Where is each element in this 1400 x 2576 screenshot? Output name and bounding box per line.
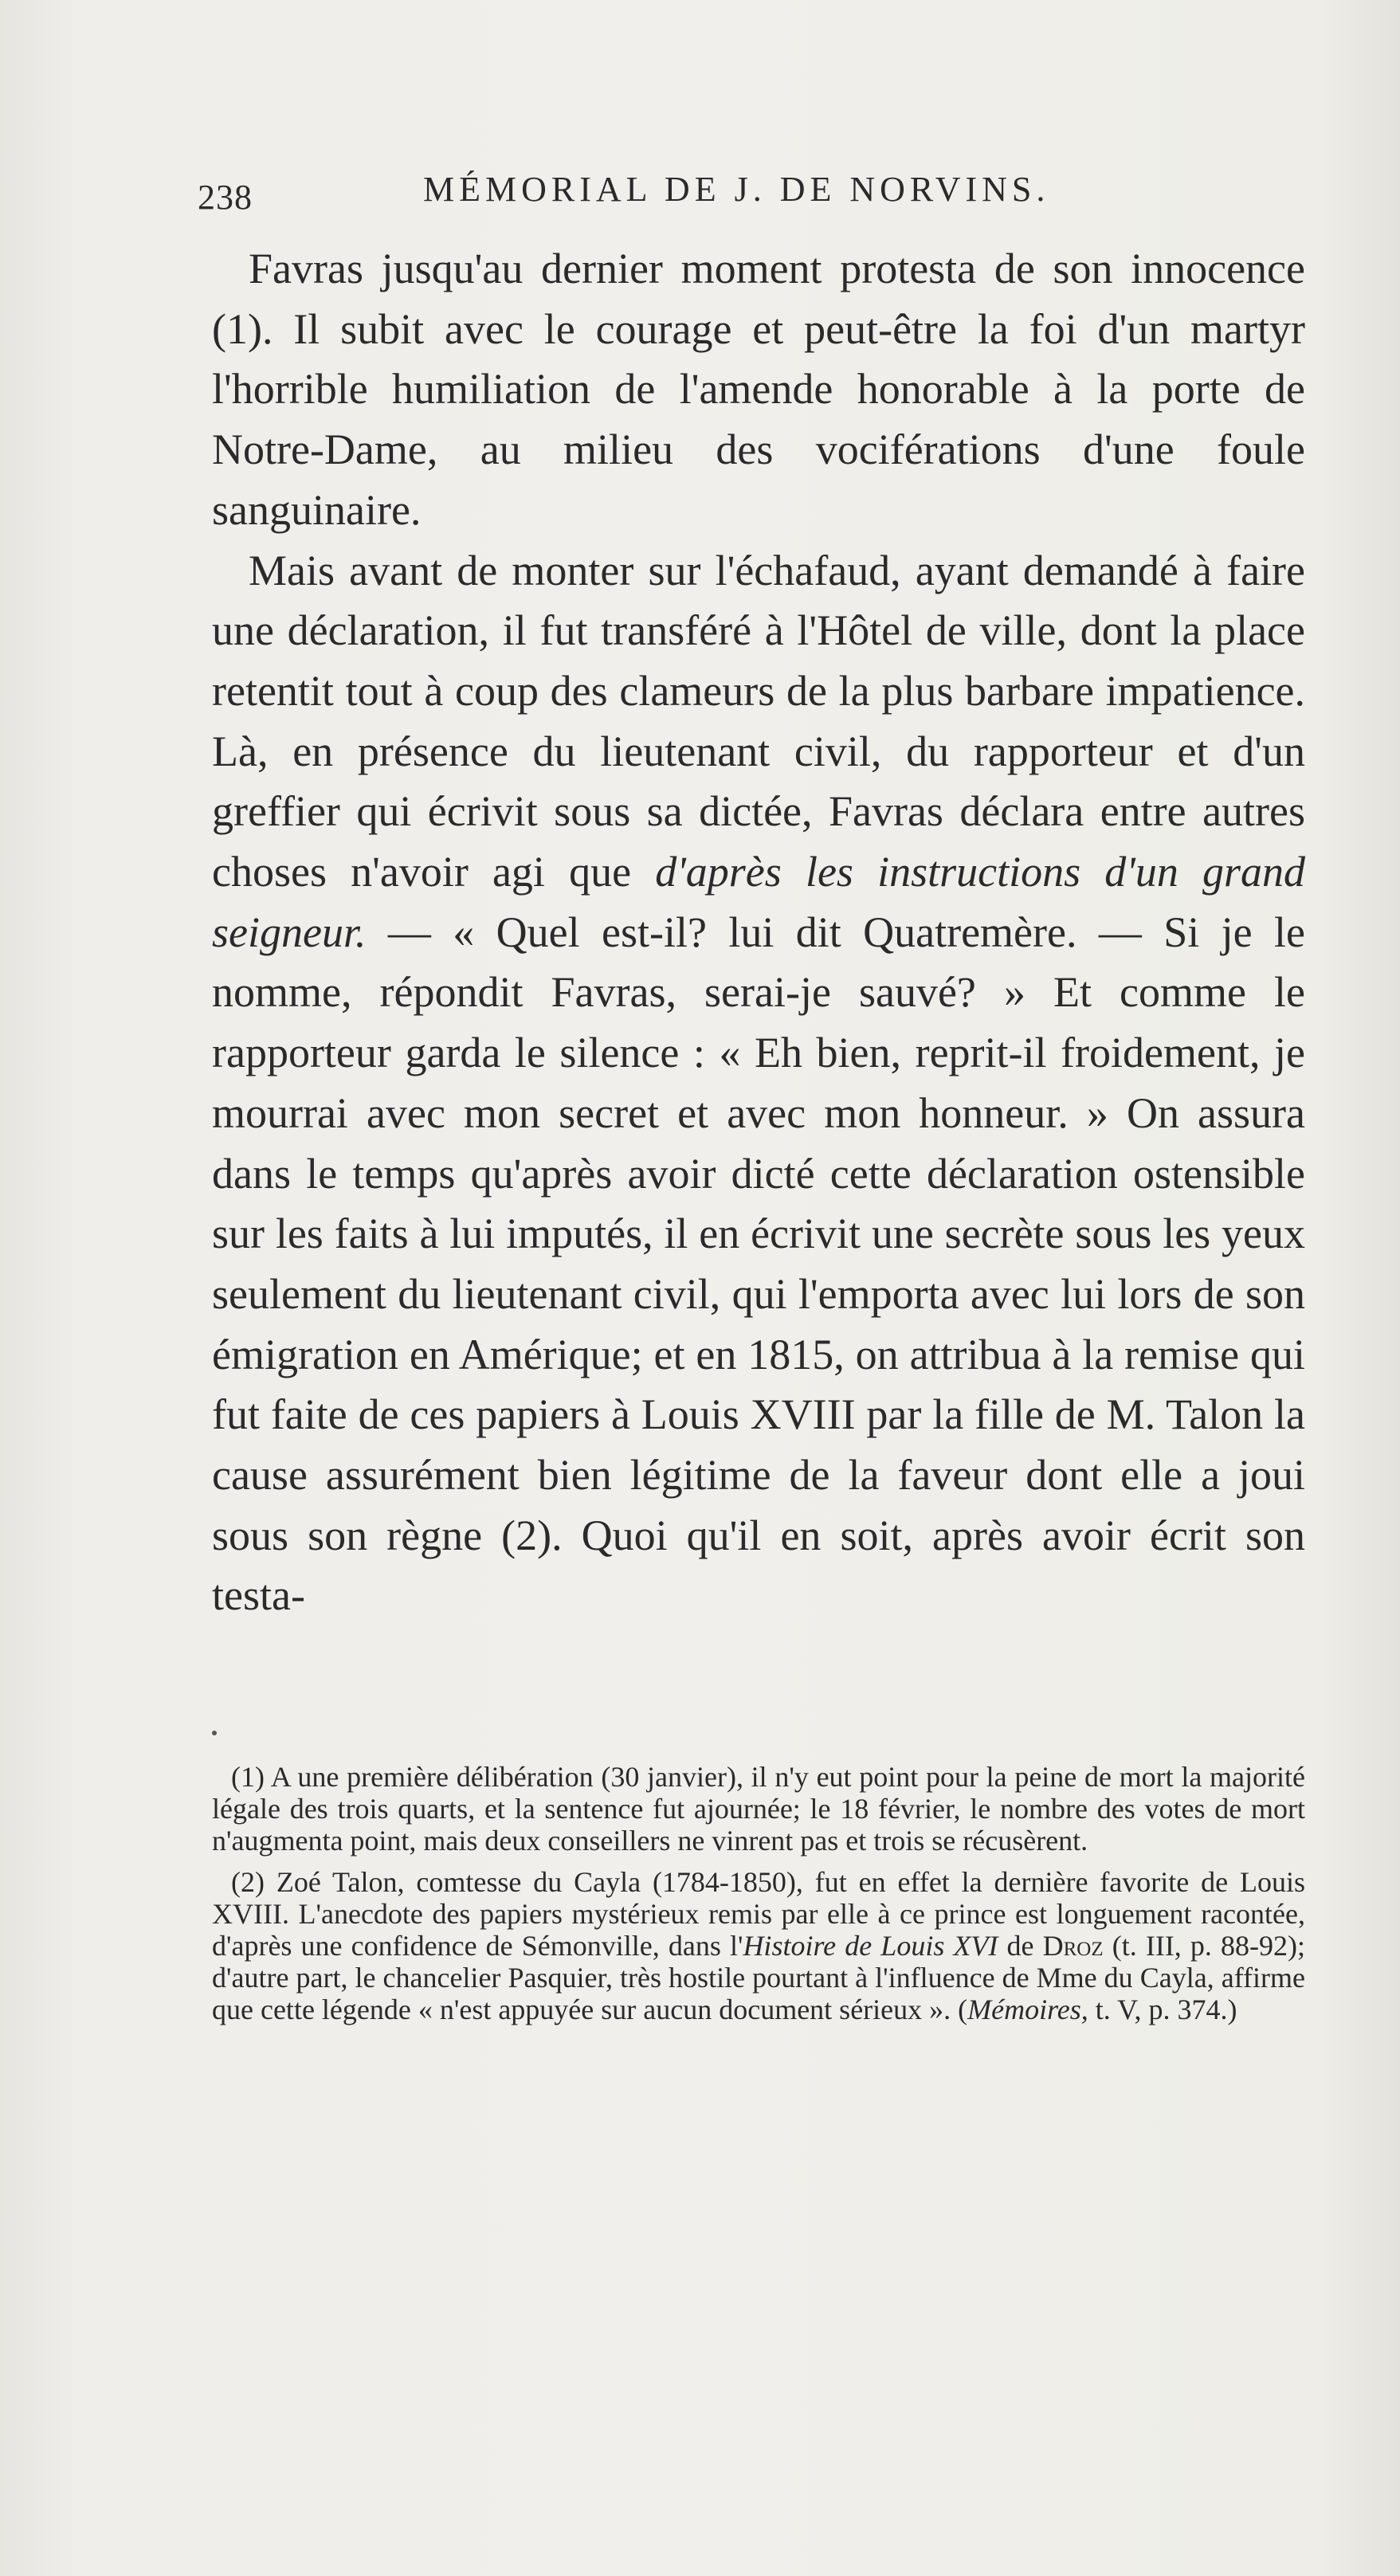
footnote-2-text-a: (2) Zoé Talon, comtesse du Cayla (1784-1850), fut en effet la dernière favorite de Louis XVIII. L'anecdote des papiers mystérieux remis par elle à ce prince est longuement racontée, d'après une confidence de Sémonville, dans l' — [212, 1866, 1305, 1962]
footnote-2-text-b: de — [998, 1930, 1043, 1962]
running-title: MÉMORIAL DE J. DE NORVINS. — [423, 170, 1050, 209]
footnote-separator-dot — [212, 1731, 217, 1735]
paragraph-2-text-b: — « Quel est-il? lui dit Quatremère. — Si je le nomme, répondit Favras, serai-je sauvé? » Et comme le rapporteur garda le silence : « Eh bien, reprit-il froidement, je mourrai avec mon secret et avec mon honneur. » On assura dans le temps qu'après avoir dicté cette déclaration ostensible sur les faits à lui imputés, il en écrivit une secrète sous les yeux seulement du lieutenant civil, qui l'emporta avec lui lors de son émigration en Amérique; et en 1815, on attribua à la remise qui fut faite de ces papiers à Louis XVIII par la fille de M. Talon la cause assurément bien légitime de la faveur dont elle a joui sous son règne (2). Quoi qu'il en soit, après avoir écrit son testa- — [212, 908, 1305, 1620]
footnote-2-text-c: (t. III, p. 88-92); d'autre part, le chancelier Pasquier, très hostile pourtant à l'influence de Mme du Cayla, affirme que cette légende « n'est appuyée sur aucun document sérieux ». ( — [212, 1930, 1306, 2025]
footnote-2-author: Droz — [1042, 1930, 1104, 1962]
footnote-2-text-d: t. V, p. 374.) — [1088, 1994, 1237, 2025]
footnote-2 — [212, 1866, 1305, 2025]
main-text — [212, 239, 1305, 1626]
paragraph-1: Favras jusqu'au dernier moment protesta de son innocence (1). Il subit avec le courage et peut-être la foi d'un martyr l'horrible humiliation de l'amende honorable à la porte de Notre-Dame, au milieu des vociférations d'une foule sanguinaire. — [212, 245, 1305, 534]
page-header — [198, 169, 1305, 217]
page-number: 238 — [198, 178, 253, 217]
footnote-1: (1) A une première délibération (30 janvier), il n'y eut point pour la peine de mort la majorité légale des trois quarts, et la sentence fut ajournée; le 18 février, le nombre des votes de mort n'augmenta point, mais deux conseillers ne vinrent pas et trois se récusèrent. — [212, 1761, 1305, 1857]
paragraph-2 — [212, 541, 1305, 1627]
footnote-2-italic-title: Histoire de Louis XVI — [743, 1930, 998, 1962]
footnote-2-italic-memoires: Mémoires, — [967, 1994, 1088, 2025]
footnotes — [212, 1761, 1305, 2035]
paragraph-2-italic: d'après les instructions d'un grand seigneur. — [212, 848, 1305, 956]
paragraph-2-text-a: Mais avant de monter sur l'échafaud, ayant demandé à faire une déclaration, il fut transféré à l'Hôtel de ville, dont la place retentit tout à coup des clameurs de la plus barbare impatience. Là, en présence du lieutenant civil, du rapporteur et d'un greffier qui écrivit sous sa dictée, Favras déclara entre autres choses n'avoir agi que — [212, 546, 1305, 896]
